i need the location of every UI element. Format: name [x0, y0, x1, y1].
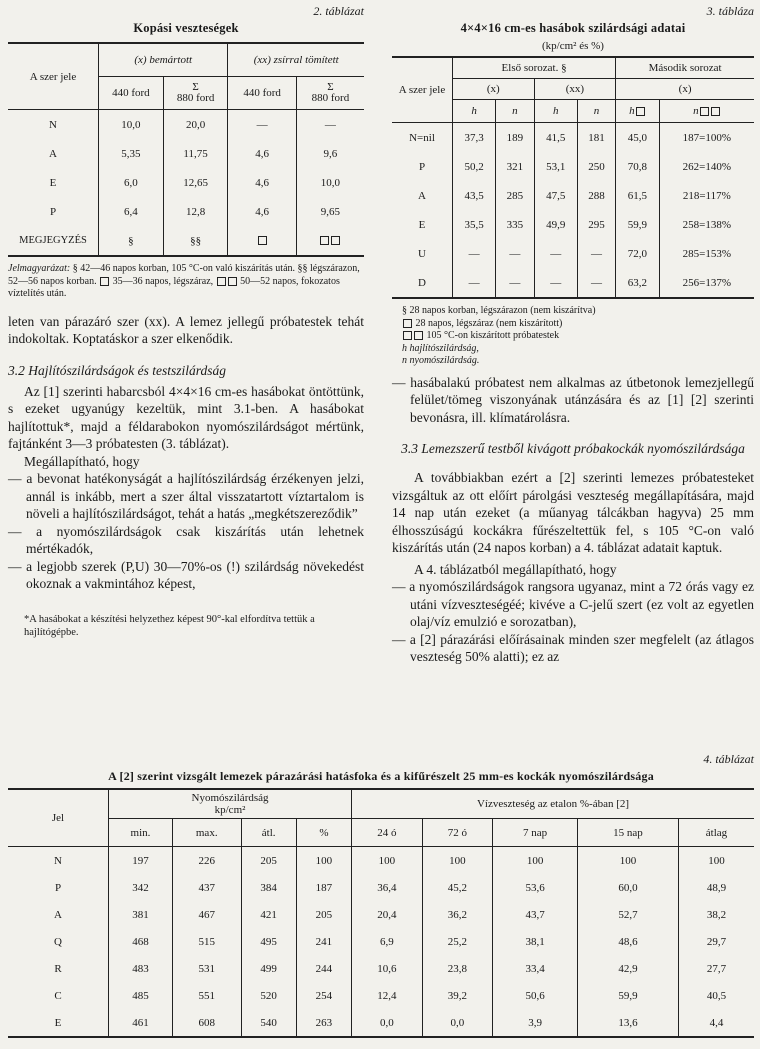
- table3-header-first: Első sorozat. §: [453, 57, 616, 79]
- table3-header-jel: A szer jele: [392, 57, 453, 123]
- square-symbol-icon: [403, 331, 412, 340]
- square-symbol-icon: [228, 277, 237, 286]
- table4-block: [8, 752, 754, 1038]
- table-row: P 50,2 321 53,1 250 70,8 262=140%: [392, 152, 754, 181]
- table2-number: 2. táblázat: [313, 4, 364, 18]
- table4: Jel Nyomószilárdság kp/cm² Vízveszteség az etalon %-ában [2] min. max. átl. % 24 ó 72 ó 7 nap 15 nap átlag N 197 226 205 100 100 100 100 100 100 P 342 437 384 187 36,4 45,2 53,6 60,0 48,9 A 381 467 421 205 20,4 36,2 43,7 52,7 38,2 Q 468 515 495 241 6,9 25,2 38,1 48,6 29,7 R 483 531 499 244 10,6 23,8 33,4 42,9 27,7 C 485 551 520 254 12,4 39,2 50,6 59,9 40,5 E 461 608 540 263 0,0 0,0 3,9 13,6 4,4: [8, 788, 754, 1038]
- square-symbol-icon: [403, 319, 412, 328]
- right-dash-item-0: — hasábalakú próbatest nem alkalmas az útbetonok lemezjellegű felület/tömeg viszonyának utánzására és az [1] [2] szerinti bevonásra, ill. klímatárolásra.: [392, 374, 754, 425]
- table3-unit: (kp/cm² és %): [542, 40, 604, 52]
- right-paragraph-2: A 4. táblázatból megállapítható, hogy: [414, 561, 617, 577]
- left-paragraph-2: Az [1] szerinti habarcsból 4×4×16 cm-es hasábokat öntöttünk, s ezeket ugyanúgy kezeltük, mint 3.1-ben. A hasábokat hajlítottuk*, majd a féldarabokon nyomószilárdságot mértünk, fajtánként 3—3 próbatesten (3. táblázat).: [8, 383, 364, 451]
- table-row: A 43,5 285 47,5 288 61,5 218=117%: [392, 181, 754, 210]
- table4-header-viz: Vízveszteség az etalon %-ában [2]: [352, 789, 754, 819]
- table-row: P 342 437 384 187 36,4 45,2 53,6 60,0 48,9: [8, 874, 754, 901]
- table-row: A 381 467 421 205 20,4 36,2 43,7 52,7 38,2: [8, 901, 754, 928]
- square-symbol-icon: [228, 226, 296, 256]
- table-row: N=nil 37,3 189 41,5 181 45,0 187=100%: [392, 123, 754, 153]
- table-row: D — — — — 63,2 256=137%: [392, 268, 754, 298]
- left-paragraph-1: leten van párazáró szer (xx). A lemez jellegű próbatestek tehát indokoltak. Koptatáskor a szer elkenődik.: [8, 313, 364, 346]
- table-row: R 483 531 499 244 10,6 23,8 33,4 42,9 27,7: [8, 955, 754, 982]
- table3-title: 4×4×16 cm-es hasábok szilárdsági adatai: [460, 21, 686, 35]
- table-row: C 485 551 520 254 12,4 39,2 50,6 59,9 40,5: [8, 982, 754, 1009]
- table2-title: Kopási veszteségek: [133, 21, 239, 35]
- table2-header-group2: (xx) zsírral tömített: [228, 43, 364, 77]
- square-symbol-icon: [700, 107, 709, 116]
- table4-number: 4. táblázat: [703, 752, 754, 766]
- table3-header-second: Második sorozat: [616, 57, 754, 79]
- left-paragraph-3: Megállapítható, hogy: [24, 453, 140, 469]
- table-row: U — — — — 72,0 285=153%: [392, 239, 754, 268]
- table3-legend: § 28 napos korban, légszárazon (nem kiszárítva) 28 napos, légszáraz (nem kiszárított) 105 °C-on kiszárított próbatestek h hajlítószilárdság, n nyomószilárdság.: [402, 305, 596, 366]
- square-symbol-icon: [414, 331, 423, 340]
- square-symbol-icon: [100, 277, 109, 286]
- footnote: *A hasábokat a készítési helyzethez képest 90°-kal elfordítva tettük a hajlítógépbe.: [24, 613, 315, 638]
- table2-header-c3: 440 ford: [228, 77, 296, 110]
- table-row: E 6,0 12,65 4,6 10,0: [8, 168, 364, 197]
- table4-header-nyomo: Nyomószilárdság kp/cm²: [109, 789, 352, 819]
- table2-header-c1: 440 ford: [99, 77, 164, 110]
- section-heading-3-3: 3.3 Lemezszerű testből kivágott próbakockák nyomószilárdsága: [401, 441, 745, 456]
- table3-number: 3. tábláza: [706, 4, 754, 18]
- table3: A szer jele Első sorozat. § Második sorozat (x) (xx) (x) h n h n h n N=nil 37,3 189 41,5 181 45,0 187=100% P 50,2 321 53,1 250 70,8 262=140% A 43,5 285 47,5 288 61,5 218=117% E 35,5 335 49,9 295 59,9 258=138% U — — — — 72,0 285=153% D — — — — 63,2 256=137%: [392, 56, 754, 299]
- table-row: E 35,5 335 49,9 295 59,9 258=138%: [392, 210, 754, 239]
- sum-symbol: Σ: [192, 81, 199, 93]
- table-row: N 197 226 205 100 100 100 100 100 100: [8, 847, 754, 875]
- left-dash-item-1: — a bevonat hatékonyságát a hajlítószilárdság érzékenyen jelzi, annál is inkább, mert a szer által visszatartott víztartalom is növeli a hajlítószilárdságot, tehát a hatás „megkétszereződik”: [8, 471, 364, 521]
- table4-title: A [2] szerint vizsgált lemezek párazárási hatásfoka és a kifűrészelt 25 mm-es kockák nyomószilárdsága: [108, 769, 654, 783]
- table2-header-group1: (x) bemártott: [99, 43, 228, 77]
- table-row: A 5,35 11,75 4,6 9,6: [8, 139, 364, 168]
- square-symbol-icon: [217, 277, 226, 286]
- table-row: E 461 608 540 263 0,0 0,0 3,9 13,6 4,4: [8, 1009, 754, 1037]
- left-dash-item-2: — a nyomószilárdságok csak kiszárítás után lehetnek mértékadók,: [8, 523, 364, 556]
- table2-header-c4: Σ 880 ford: [296, 77, 364, 110]
- table4-body: [8, 847, 754, 1038]
- right-dash-item-1: — a nyomószilárdságok rangsora ugyanaz, mint a 72 órás vagy ez utáni vízveszteségéé; kivéve a C-jelű szert (ez volt az egyetlen olaj/víz emulzió e sorozatban),: [392, 579, 754, 629]
- table-row: P 6,4 12,8 4,6 9,65: [8, 197, 364, 226]
- table-row: N 10,0 20,0 — —: [8, 110, 364, 140]
- sum-symbol: Σ: [327, 81, 334, 93]
- table2-header-jel: A szer jele: [8, 43, 99, 110]
- left-dash-item-3: — a legjobb szerek (P,U) 30—70%-os (!) szilárdság növekedést okoznak a vakmintához képest,: [8, 558, 364, 591]
- right-column: [392, 4, 754, 666]
- left-column: [8, 4, 364, 649]
- table2-legend: Jelmagyarázat: § 42—46 napos korban, 105 °C-on való kiszárítás után. §§ légszárazon, 52—56 napos korban. 35—36 napos, légszáraz, 50—52 napos, fokozatos víztelítés után.: [8, 263, 360, 299]
- section-heading-3-2: 3.2 Hajlítószilárdságok és testszilárdság: [8, 362, 227, 378]
- table2-header-c2: Σ 880 ford: [163, 77, 228, 110]
- table-row: Q 468 515 495 241 6,9 25,2 38,1 48,6 29,7: [8, 928, 754, 955]
- double-square-symbol-icon: [296, 226, 364, 256]
- table4-header-jel: Jel: [8, 789, 109, 847]
- square-symbol-icon: [711, 107, 720, 116]
- right-dash-item-2: — a [2] párazárási előírásainak minden szer megfelelt (az átlagos veszteség 50% alatti); ez az: [392, 631, 754, 664]
- square-symbol-icon: [636, 107, 645, 116]
- table2: [8, 42, 364, 257]
- right-paragraph-1: A továbbiakban ezért a [2] szerinti lemezes próbatesteket vizsgáltuk az ott előírt párolgási veszteség megállapítására, majd 14 nap után ezeket (a műanyag tálcákban hagyva) 25 mm élhosszúságú kockákra fűrészeltettük fel, s 105 °C-on való kiszárítás után (24 napos korban) a 4. táblázat adatait kaptuk.: [392, 470, 754, 555]
- table-row: MEGJEGYZÉS § §§: [8, 226, 364, 256]
